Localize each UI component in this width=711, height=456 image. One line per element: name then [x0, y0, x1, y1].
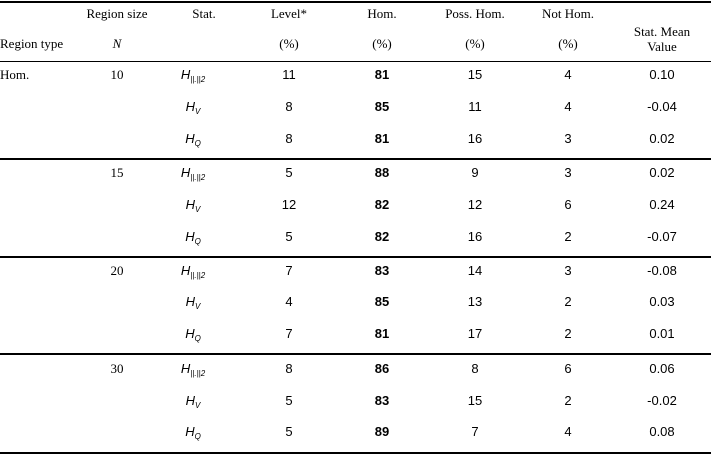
- stat-sub: Q: [194, 237, 201, 246]
- hom-cell: 82: [374, 229, 390, 244]
- stat-mean-cell: 0.02: [649, 131, 675, 146]
- stat-sub: ||.||2: [190, 75, 206, 84]
- level-cell: 5: [285, 424, 293, 439]
- header-level-pct: (%): [279, 36, 299, 51]
- stat-main: H: [180, 263, 191, 278]
- hom-cell: 85: [374, 99, 390, 114]
- header-stat: Stat.: [192, 6, 216, 21]
- header-n: N: [112, 36, 122, 51]
- header-not-hom-pct: (%): [558, 36, 578, 51]
- poss-hom-cell: 8: [471, 361, 479, 376]
- not-hom-cell: 3: [564, 165, 572, 180]
- stat-main: H: [185, 326, 195, 341]
- stat-cell: [186, 99, 201, 116]
- stat-main: H: [180, 165, 191, 180]
- stat-main: H: [185, 229, 195, 244]
- stat-cell: [181, 165, 205, 182]
- level-cell: 4: [285, 294, 293, 309]
- not-hom-cell: 6: [564, 361, 572, 376]
- stat-main: H: [185, 131, 195, 146]
- poss-hom-cell: 12: [467, 197, 483, 212]
- level-cell: 5: [285, 229, 293, 244]
- header-stat-mean: [634, 24, 690, 54]
- stat-cell: [186, 294, 201, 311]
- stat-mean-cell: 0.06: [649, 361, 675, 376]
- group-rule: [0, 158, 711, 160]
- poss-hom-cell: 16: [467, 229, 483, 244]
- level-cell: 7: [285, 326, 293, 341]
- group-rule: [0, 256, 711, 258]
- hom-cell: 81: [374, 326, 390, 341]
- hom-cell: 85: [374, 294, 390, 309]
- group-rule: [0, 353, 711, 355]
- level-cell: 12: [281, 197, 297, 212]
- not-hom-cell: 2: [564, 229, 572, 244]
- stat-sub: ||.||2: [190, 369, 206, 378]
- stat-cell: [185, 131, 201, 148]
- hom-cell: 89: [374, 424, 390, 439]
- stat-sub: V: [195, 401, 201, 410]
- header-stat-mean-line1: Stat. Mean: [633, 24, 691, 39]
- not-hom-cell: 4: [564, 99, 572, 114]
- level-cell: 8: [285, 99, 293, 114]
- stat-main: H: [185, 197, 196, 212]
- region-type-value: Hom.: [0, 67, 30, 82]
- stat-cell: [185, 326, 201, 343]
- poss-hom-cell: 15: [467, 67, 483, 82]
- stat-mean-cell: 0.24: [649, 197, 675, 212]
- stat-mean-cell: -0.07: [647, 229, 677, 244]
- stat-mean-cell: -0.04: [647, 99, 677, 114]
- not-hom-cell: 6: [564, 197, 572, 212]
- header-stat-mean-line2: Value: [647, 39, 677, 54]
- stat-mean-cell: 0.01: [649, 326, 675, 341]
- hom-cell: 88: [374, 165, 390, 180]
- header-rule: [0, 61, 711, 62]
- stat-mean-cell: -0.08: [647, 263, 677, 278]
- stat-mean-cell: 0.08: [649, 424, 675, 439]
- poss-hom-cell: 17: [467, 326, 483, 341]
- hom-cell: 86: [374, 361, 390, 376]
- stat-main: H: [185, 424, 195, 439]
- region-size-cell: 20: [110, 263, 124, 278]
- stat-sub: ||.||2: [190, 271, 206, 280]
- stat-mean-cell: 0.10: [649, 67, 675, 82]
- top-rule: [0, 1, 711, 3]
- not-hom-cell: 2: [564, 393, 572, 408]
- level-cell: 11: [282, 67, 296, 82]
- stat-mean-cell: 0.03: [649, 294, 675, 309]
- stat-main: H: [180, 67, 191, 82]
- hom-cell: 81: [374, 131, 390, 146]
- stat-sub: V: [195, 107, 201, 116]
- level-cell: 5: [285, 165, 293, 180]
- poss-hom-cell: 16: [467, 131, 483, 146]
- not-hom-cell: 4: [564, 424, 572, 439]
- not-hom-cell: 4: [564, 67, 572, 82]
- stat-cell: [181, 361, 205, 378]
- stat-cell: [181, 67, 205, 84]
- stat-cell: [186, 197, 201, 214]
- stat-sub: V: [195, 302, 201, 311]
- stat-main: H: [180, 361, 191, 376]
- hom-cell: 83: [374, 263, 390, 278]
- not-hom-cell: 3: [564, 263, 572, 278]
- stat-cell: [185, 424, 201, 441]
- stat-mean-cell: -0.02: [647, 393, 677, 408]
- header-region-type: Region type: [0, 36, 64, 51]
- not-hom-cell: 2: [564, 326, 572, 341]
- poss-hom-cell: 15: [467, 393, 483, 408]
- stat-main: H: [185, 99, 196, 114]
- stat-main: H: [185, 294, 196, 309]
- stat-sub: Q: [194, 139, 201, 148]
- not-hom-cell: 2: [564, 294, 572, 309]
- hom-cell: 81: [374, 67, 390, 82]
- poss-hom-cell: 9: [471, 165, 479, 180]
- stat-cell: [186, 393, 201, 410]
- header-poss-hom: Poss. Hom.: [445, 6, 505, 21]
- stat-sub: Q: [194, 334, 201, 343]
- header-hom-pct: (%): [372, 36, 392, 51]
- level-cell: 8: [285, 361, 293, 376]
- bottom-rule: [0, 452, 711, 454]
- poss-hom-cell: 13: [467, 294, 483, 309]
- level-cell: 7: [285, 263, 293, 278]
- poss-hom-cell: 7: [471, 424, 479, 439]
- stat-main: H: [185, 393, 196, 408]
- header-hom: Hom.: [367, 6, 397, 21]
- hom-cell: 83: [374, 393, 390, 408]
- region-size-cell: 10: [110, 67, 124, 82]
- stat-cell: [185, 229, 201, 246]
- region-size-cell: 30: [110, 361, 124, 376]
- hom-cell: 82: [374, 197, 390, 212]
- stat-sub: ||.||2: [190, 173, 206, 182]
- header-region-size: Region size: [86, 6, 148, 21]
- stat-sub: Q: [194, 432, 201, 441]
- level-cell: 5: [285, 393, 293, 408]
- stat-mean-cell: 0.02: [649, 165, 675, 180]
- region-size-cell: 15: [110, 165, 124, 180]
- level-cell: 8: [285, 131, 293, 146]
- header-poss-hom-pct: (%): [465, 36, 485, 51]
- poss-hom-cell: 11: [468, 99, 482, 114]
- poss-hom-cell: 14: [467, 263, 483, 278]
- stat-cell: [181, 263, 205, 280]
- header-level: Level*: [270, 6, 308, 21]
- stat-sub: V: [195, 205, 201, 214]
- header-not-hom: Not Hom.: [542, 6, 594, 21]
- not-hom-cell: 3: [564, 131, 572, 146]
